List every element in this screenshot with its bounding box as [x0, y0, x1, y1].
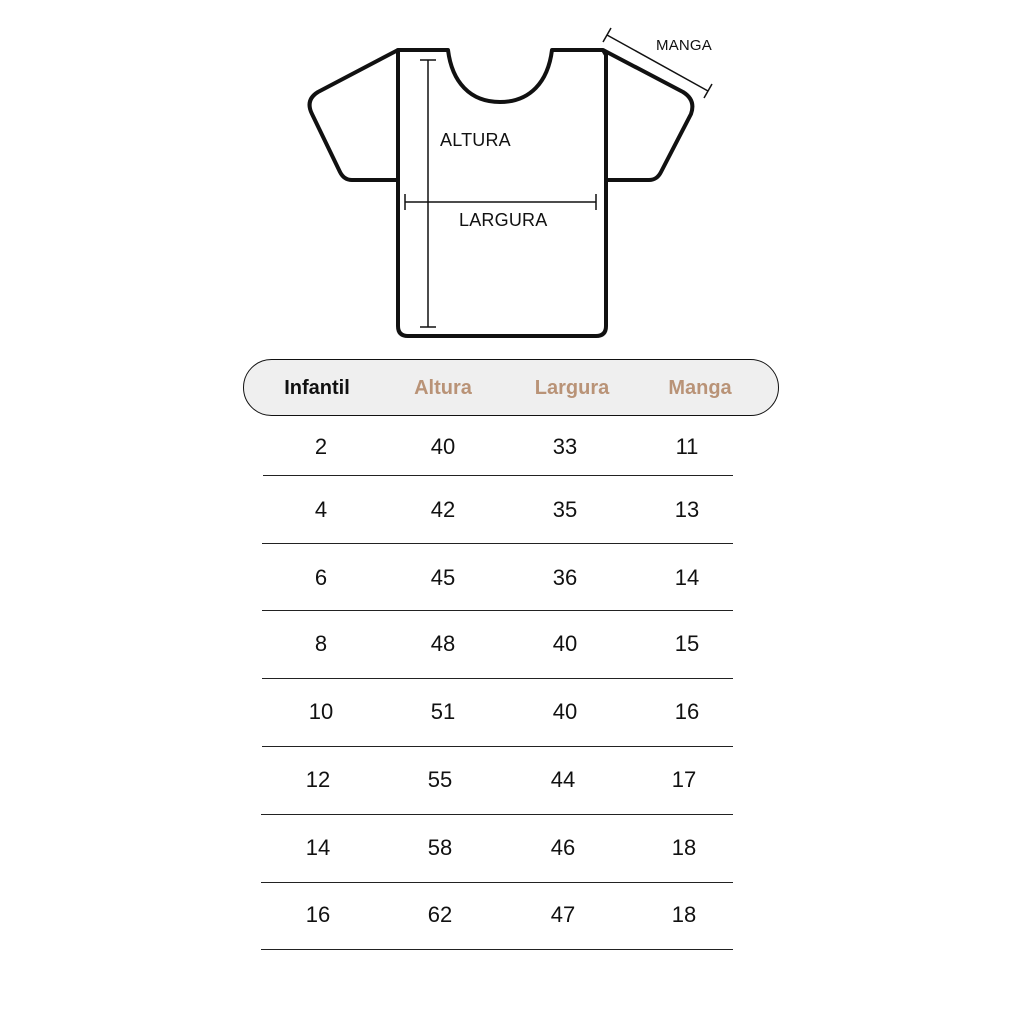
largura-measure-line — [405, 194, 596, 210]
cell-size: 10 — [308, 699, 334, 724]
header-manga: Manga — [668, 377, 732, 399]
cell-largura: 44 — [550, 767, 576, 792]
cell-manga: 16 — [674, 699, 700, 724]
cell-manga: 13 — [674, 497, 700, 522]
cell-largura: 40 — [552, 699, 578, 724]
row-divider — [262, 678, 733, 679]
cell-manga: 18 — [671, 835, 697, 860]
size-table-header — [243, 359, 779, 416]
row-divider — [261, 882, 733, 883]
cell-manga: 14 — [674, 565, 700, 590]
tshirt-diagram — [0, 0, 1024, 350]
header-largura: Largura — [534, 377, 610, 399]
cell-manga: 11 — [675, 434, 699, 459]
manga-label: MANGA — [656, 37, 713, 54]
cell-manga: 18 — [671, 902, 697, 927]
cell-largura: 40 — [552, 631, 578, 656]
cell-size: 4 — [314, 497, 328, 522]
cell-size: 14 — [305, 835, 331, 860]
cell-largura: 35 — [552, 497, 578, 522]
row-divider — [263, 475, 733, 476]
cell-altura: 40 — [430, 434, 456, 459]
tshirt-outline-icon — [0, 0, 1024, 350]
cell-size: 6 — [314, 565, 328, 590]
cell-altura: 42 — [430, 497, 456, 522]
cell-altura: 51 — [430, 699, 456, 724]
header-altura: Altura — [414, 377, 472, 399]
largura-label: LARGURA — [459, 210, 548, 230]
cell-altura: 62 — [427, 902, 453, 927]
cell-largura: 36 — [552, 565, 578, 590]
row-divider — [261, 949, 733, 950]
row-divider — [262, 543, 733, 544]
cell-size: 12 — [305, 767, 331, 792]
cell-size: 8 — [314, 631, 328, 656]
row-divider — [261, 814, 733, 815]
cell-altura: 45 — [430, 565, 456, 590]
cell-altura: 58 — [427, 835, 453, 860]
cell-largura: 47 — [550, 902, 576, 927]
row-divider — [262, 746, 733, 747]
header-infantil: Infantil — [284, 377, 350, 399]
altura-label: ALTURA — [440, 130, 511, 150]
cell-manga: 17 — [671, 767, 697, 792]
cell-size: 16 — [305, 902, 331, 927]
cell-manga: 15 — [674, 631, 700, 656]
row-divider — [262, 610, 733, 611]
cell-size: 2 — [314, 434, 328, 459]
cell-altura: 55 — [427, 767, 453, 792]
cell-largura: 33 — [552, 434, 578, 459]
cell-largura: 46 — [550, 835, 576, 860]
altura-measure-line — [420, 60, 436, 327]
cell-altura: 48 — [430, 631, 456, 656]
